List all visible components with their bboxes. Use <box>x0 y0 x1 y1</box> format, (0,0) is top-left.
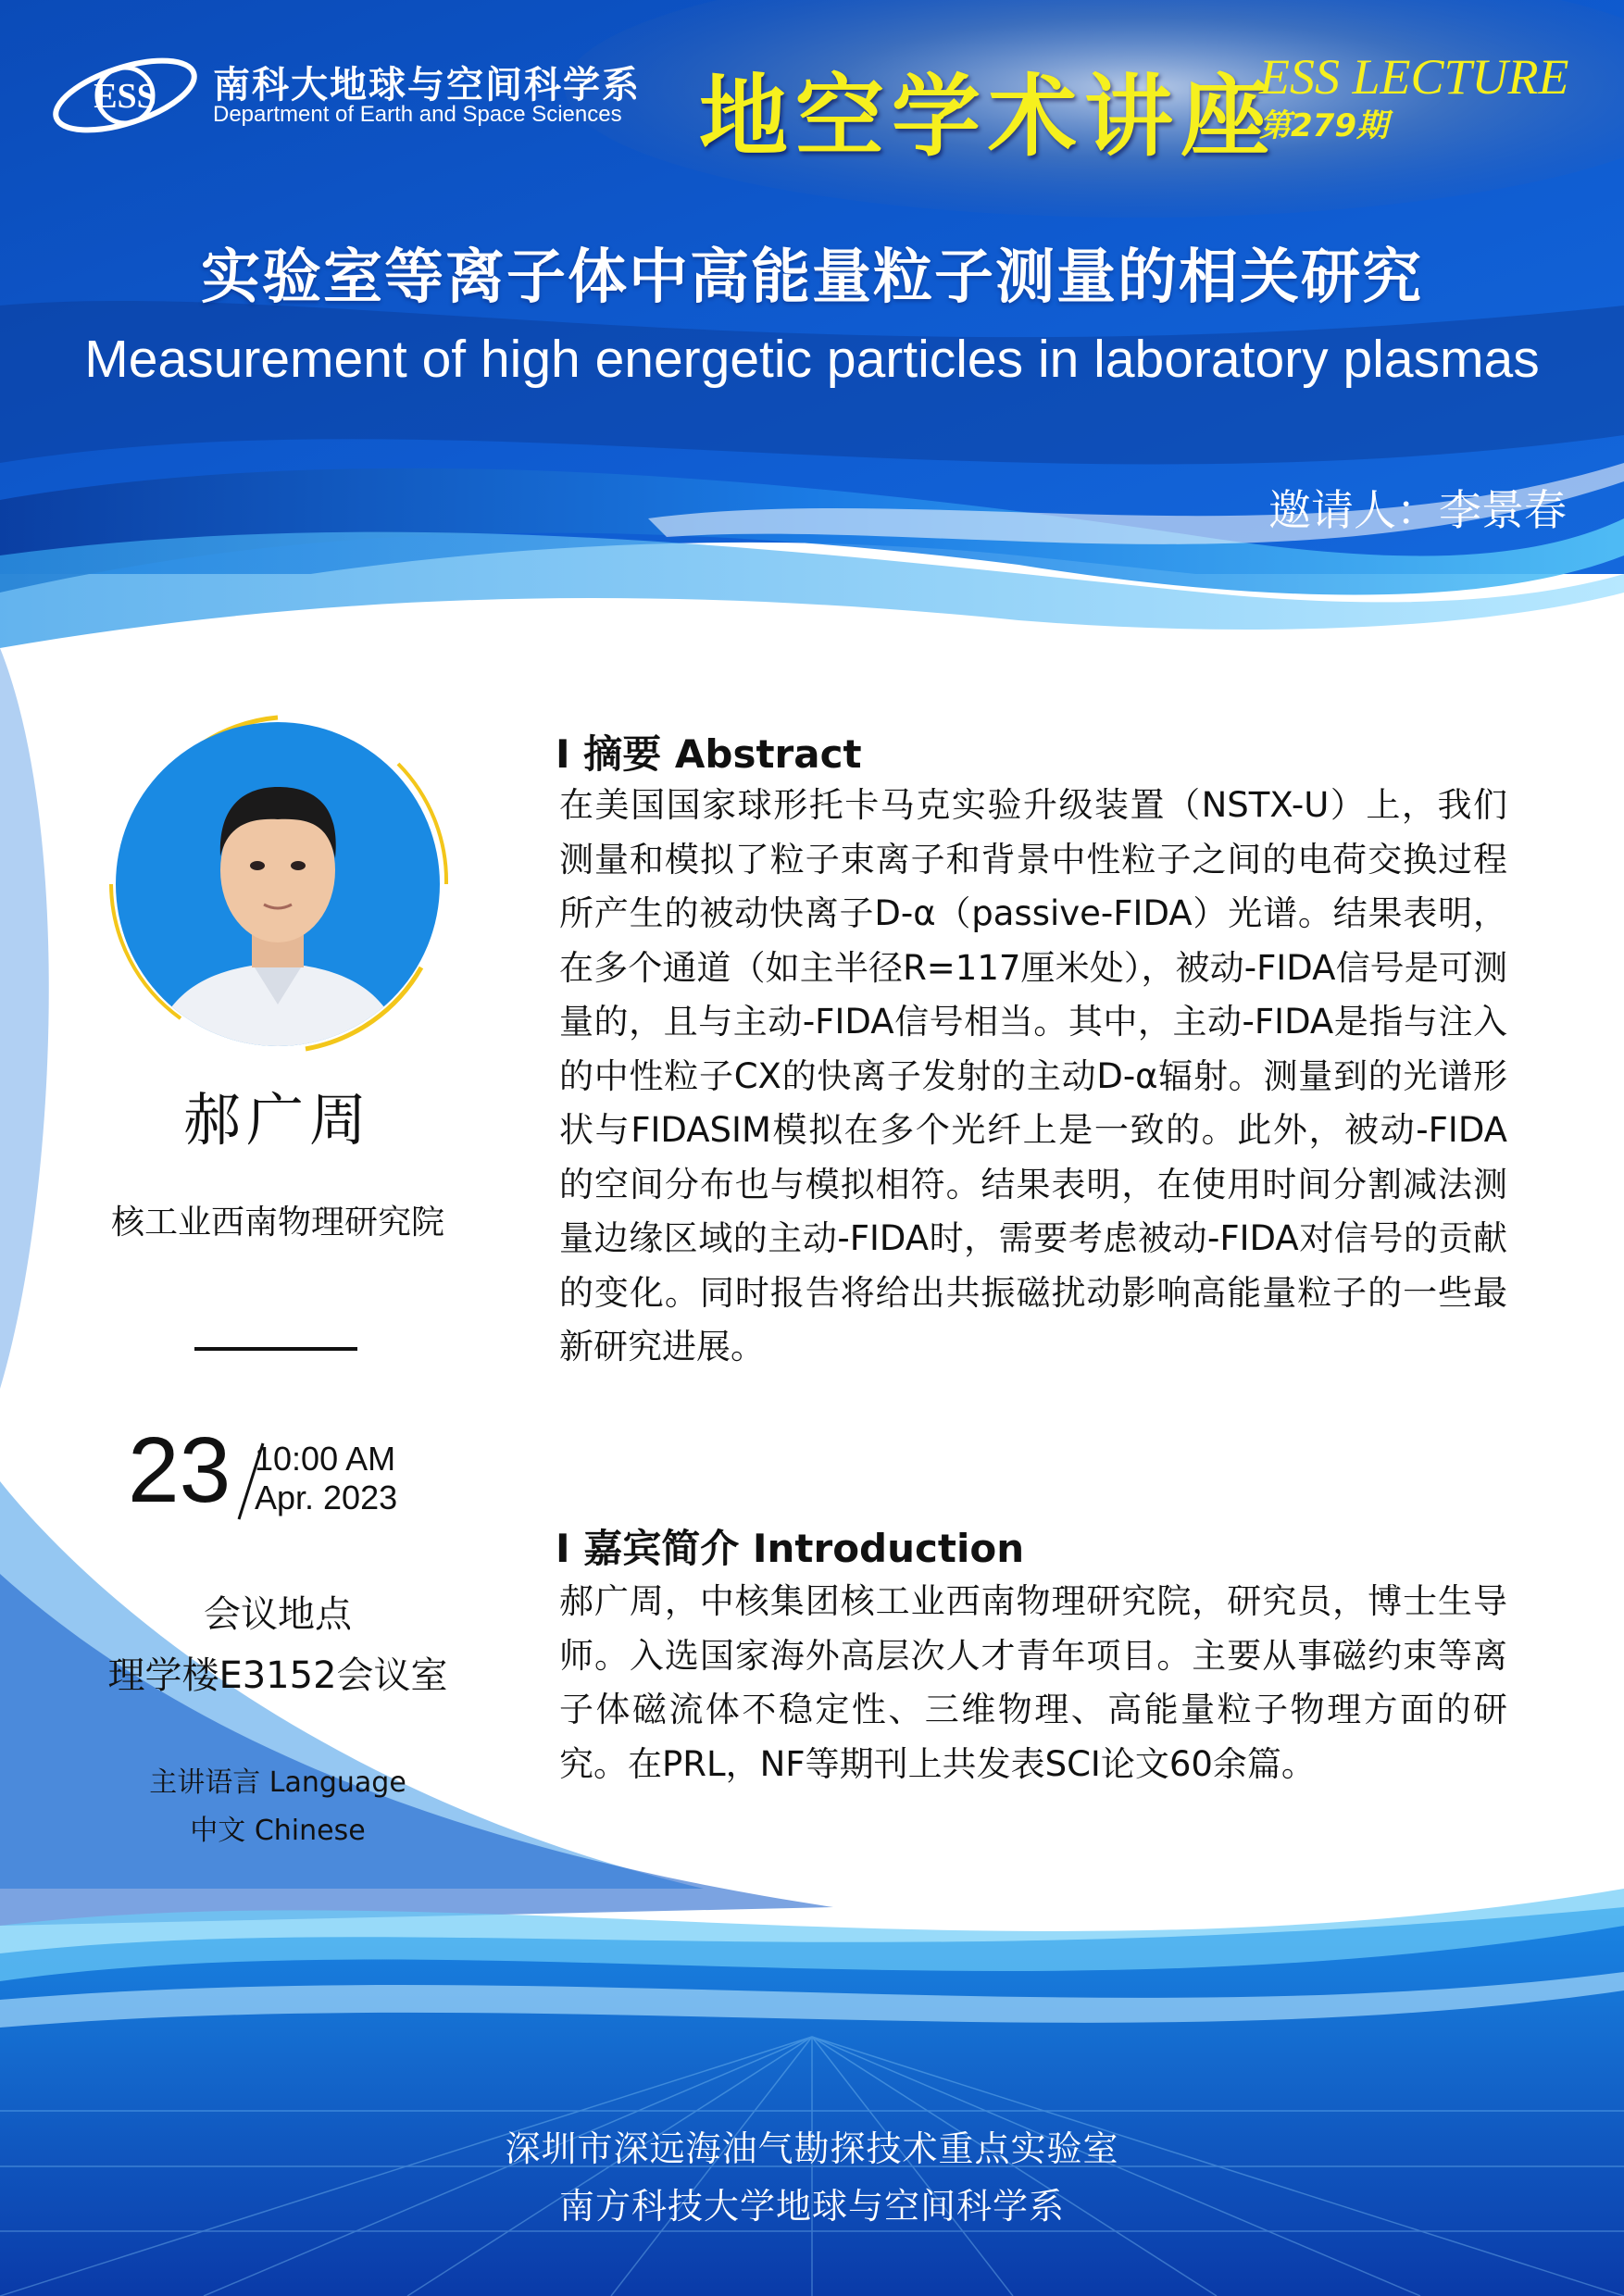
ess-logo-icon <box>46 44 204 146</box>
footer-department: 南方科技大学地球与空间科学系 <box>558 2186 1065 2227</box>
speaker-photo <box>93 699 463 1069</box>
inviter: 邀请人：李景春 <box>1268 485 1567 535</box>
lecture-series-title-en: ESS LECTURE <box>1259 49 1569 105</box>
department-name-cn: 南科大地球与空间科学系 <box>213 64 641 106</box>
abstract-body: 在美国国家球形托卡马克实验升级装置（NSTX-U）上，我们测量和模拟了粒子束离子和背景中性粒子之间的电荷交换过程所产生的被动快离子D-α（passive-FIDA）光谱。结果表明，在多个通道（如主半径R=117厘米处），被动-FIDA信号是可测量的，且与主动-FIDA信号相当。其中，主动-FIDA是指与注入的中性粒子CX的快离子发射的主动D-α辐射。测量到的光谱形状与FIDASIM模拟在多个光纤上是一致的。此外，被动-FIDA的空间分布也与模拟相符。结果表明，在使用时间分割减法测量边缘区域的主动-FIDA时，需要考虑被动-FIDA对信号的贡献的变化。同时报告将给出共振磁扰动影响高能量粒子的一些最新研究进展。 <box>559 785 1507 1366</box>
footer-lab: 深圳市深远海油气勘探技术重点实验室 <box>505 2128 1119 2169</box>
venue-label: 会议地点 <box>204 1593 352 1636</box>
event-time: 10:00 AM <box>255 1440 396 1478</box>
abstract-heading: I 摘要 Abstract <box>556 731 862 777</box>
talk-title-en: Measurement of high energetic particles in laboratory plasmas <box>84 330 1540 389</box>
divider <box>194 1347 357 1351</box>
introduction-body: 郝广周，中核集团核工业西南物理研究院，研究员，博士生导师。入选国家海外高层次人才青年项目。主要从事磁约束等离子体磁流体不稳定性、三维物理、高能量粒子物理方面的研究。在PRL，NF等期刊上共发表SCI论文60余篇。 <box>559 1581 1507 1784</box>
introduction-heading: I 嘉宾简介 Introduction <box>556 1526 1025 1571</box>
event-month-year: Apr. 2023 <box>255 1479 398 1516</box>
talk-title-cn: 实验室等离子体中高能量粒子测量的相关研究 <box>201 243 1423 312</box>
department-name-en: Department of Earth and Space Sciences <box>213 102 622 127</box>
speaker-institution: 核工业西南物理研究院 <box>110 1204 444 1242</box>
language: 中文 Chinese <box>190 1815 366 1847</box>
svg-text:ESS: ESS <box>94 77 156 116</box>
event-day: 23 <box>128 1418 231 1522</box>
lecture-issue-number: 第279期 <box>1259 107 1388 144</box>
venue: 理学楼E3152会议室 <box>107 1654 448 1697</box>
speaker-name: 郝广周 <box>182 1086 372 1154</box>
lecture-series-title-cn: 地空学术讲座 <box>699 64 1277 168</box>
language-label: 主讲语言 Language <box>149 1766 406 1799</box>
